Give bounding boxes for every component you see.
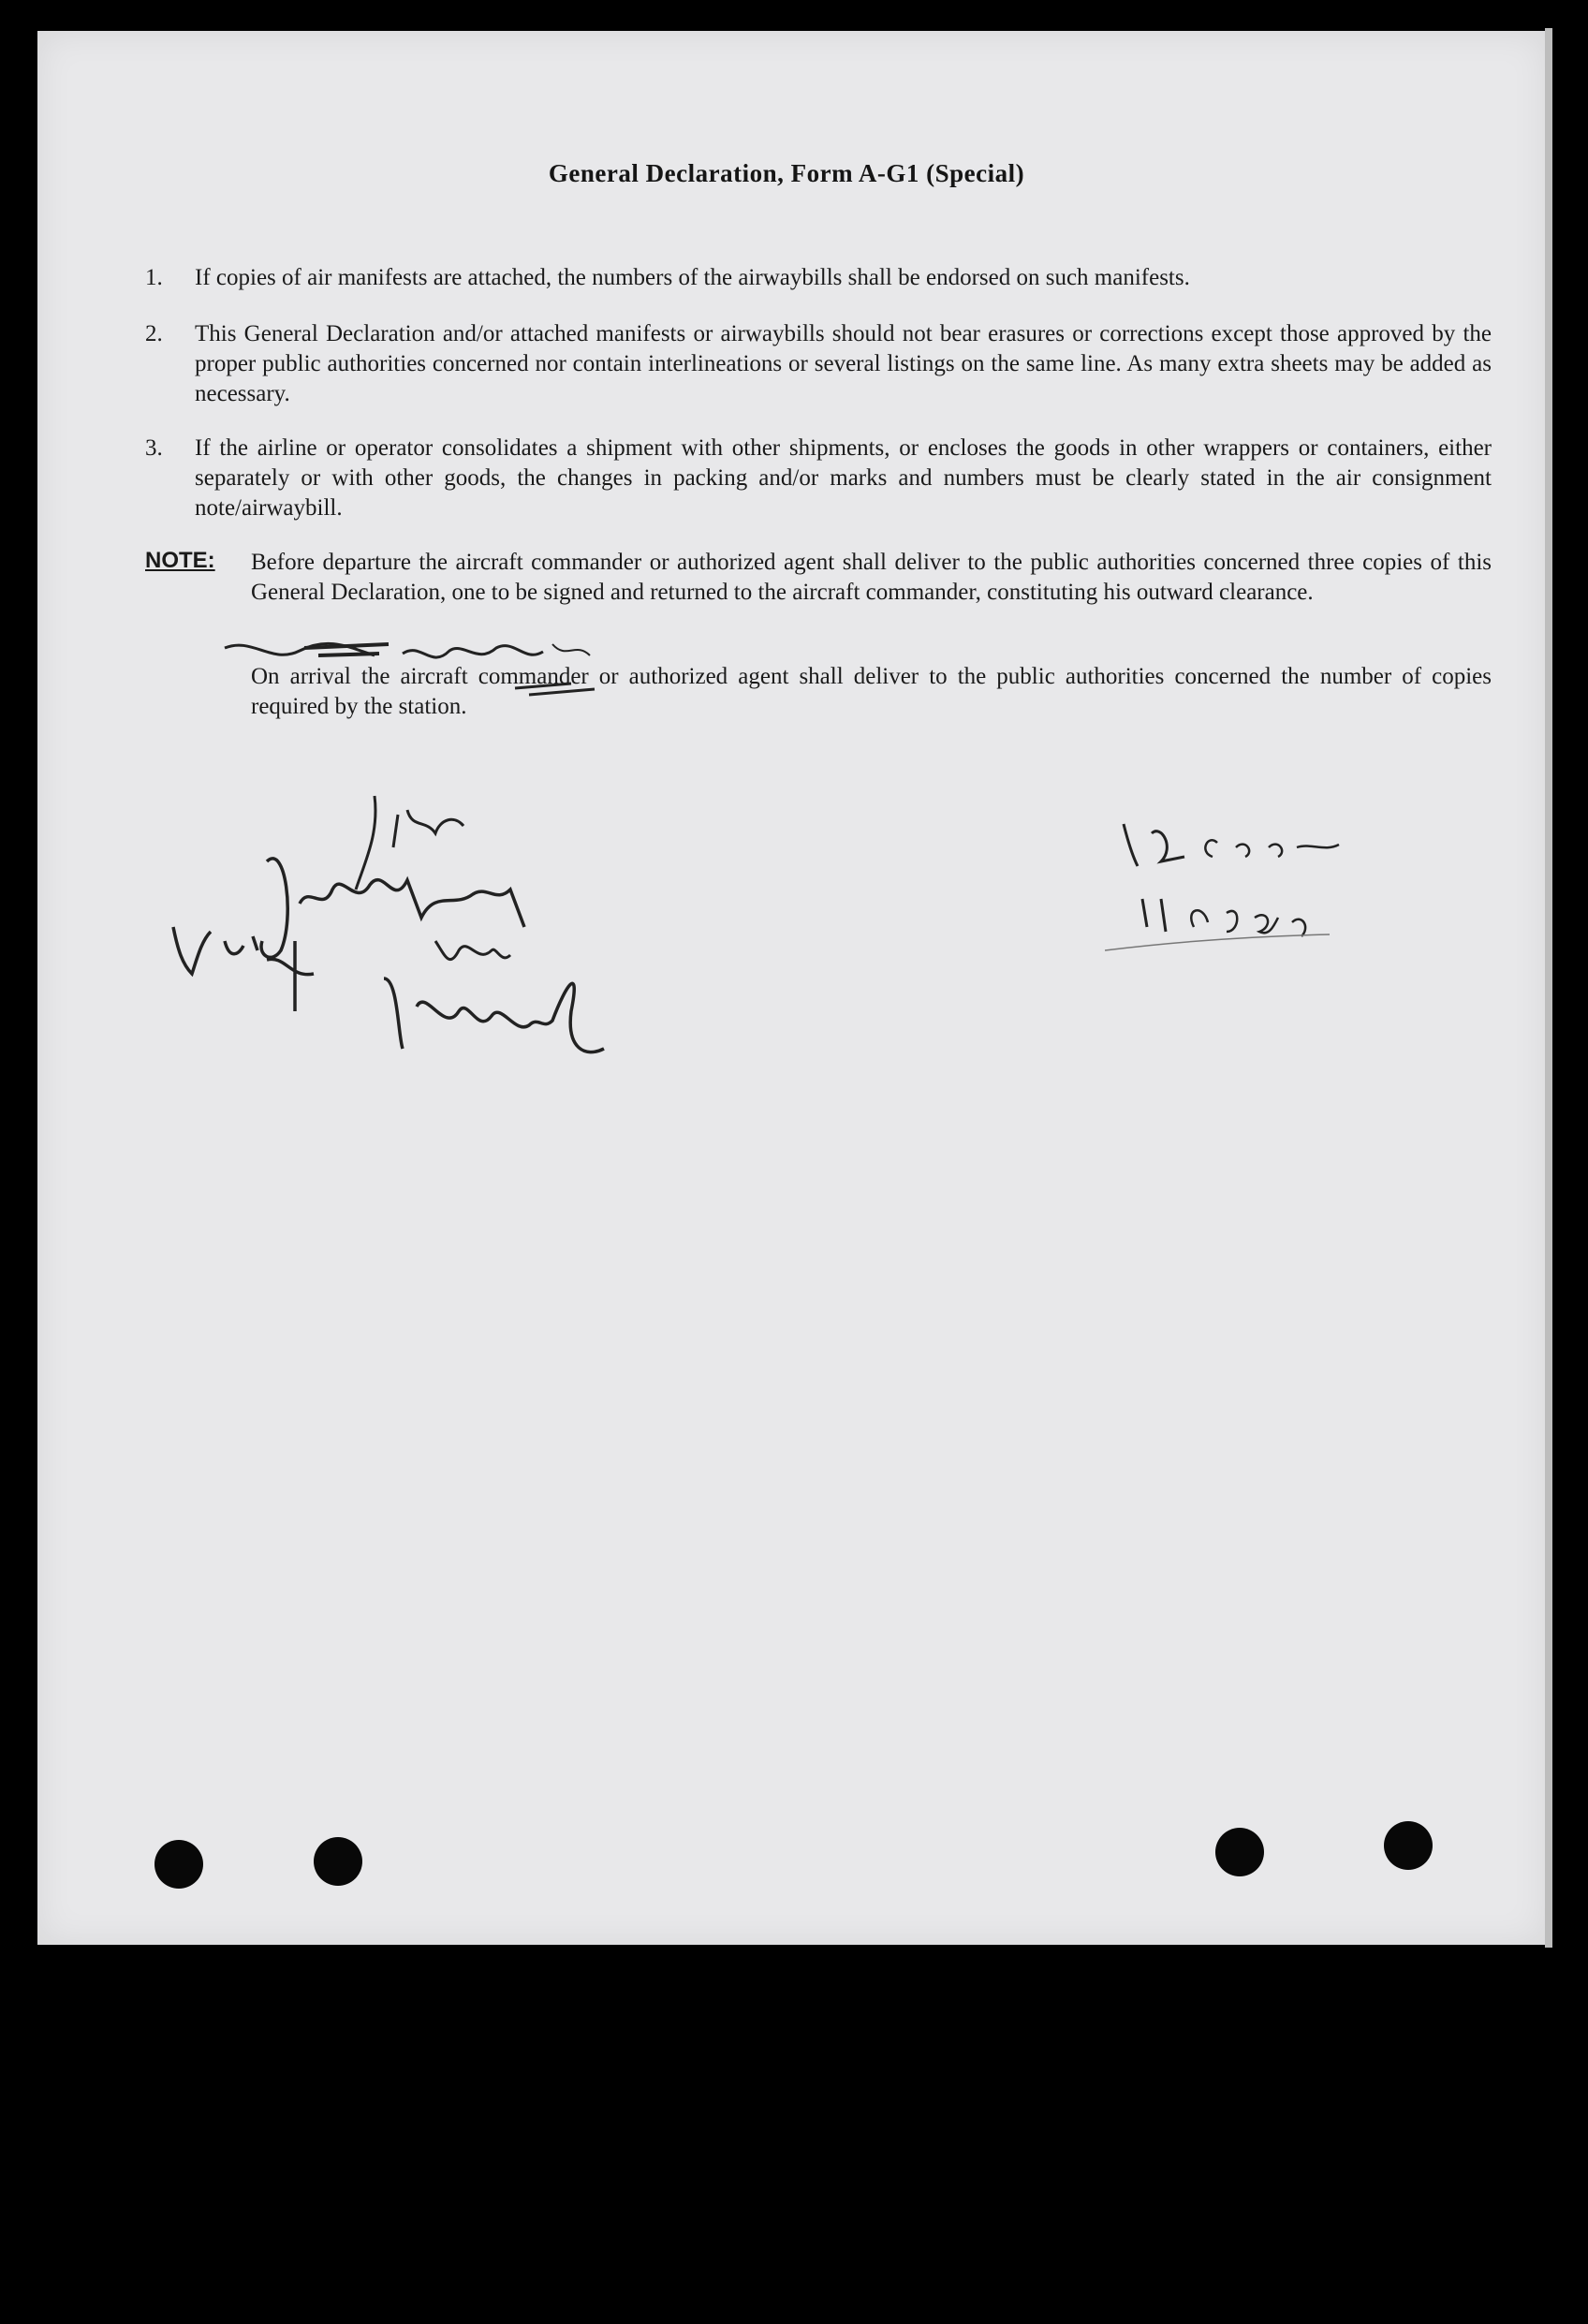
punch-hole-1 <box>154 1840 203 1889</box>
note-paragraph-2: On arrival the aircraft commander or authorized agent shall deliver to the public authorities concerned the number of copies required by the station. <box>251 664 1492 719</box>
item-1-number: 1. <box>145 265 163 290</box>
item-2-number: 2. <box>145 321 163 346</box>
punch-hole-3 <box>1215 1828 1264 1876</box>
item-2-text: This General Declaration and/or attached manifests or airwaybills should not bear erasures or corrections except those approved by the proper public authorities concerned nor contain interlineations or several listings on the same line. As many extra sheets may be added as necessary. <box>195 321 1492 406</box>
item-1-text: If copies of air manifests are attached, the numbers of the airwaybills shall be endorsed on such manifests. <box>195 265 1190 290</box>
form-title: General Declaration, Form A-G1 (Special) <box>548 159 1025 187</box>
item-3-number: 3. <box>145 435 163 461</box>
paper-edge <box>1545 28 1552 1948</box>
note-label: NOTE: <box>145 548 215 573</box>
punch-hole-4 <box>1384 1821 1433 1870</box>
paper-sheet <box>37 31 1547 1945</box>
note-paragraph-1: Before departure the aircraft commander or authorized agent shall deliver to the public authorities concerned three copies of this General Declaration, one to be signed and returned to the aircraft commander, constituting his outward clearance. <box>251 550 1492 605</box>
item-3-text: If the airline or operator consolidates a shipment with other shipments, or encloses the goods in other wrappers or containers, either separately or with other goods, the changes in packing and/or marks and numbers must be clearly stated in the air consignment note/airwaybill. <box>195 435 1492 521</box>
punch-hole-2 <box>314 1837 362 1886</box>
